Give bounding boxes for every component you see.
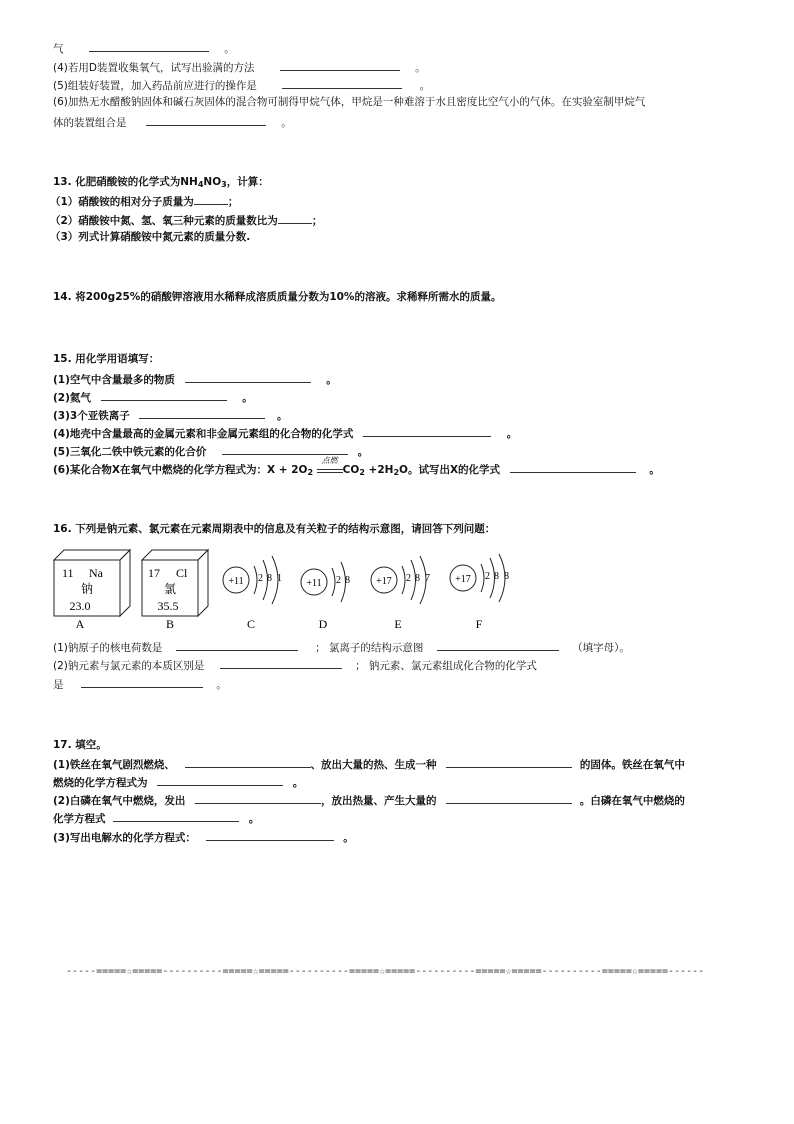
- q13-title-mid: NO: [203, 176, 222, 188]
- answer-blank[interactable]: [89, 40, 209, 52]
- answer-blank[interactable]: [437, 639, 559, 651]
- nucleus-charge: +17: [376, 576, 392, 587]
- q15-title: 15. 用化学用语填写：: [53, 353, 160, 365]
- answer-blank[interactable]: [363, 425, 491, 437]
- q12-l4-text: (6)加热无水醋酸钠固体和碱石灰固体的混合物可制得甲烷气体，甲烷是一种难溶于水且密度比空气小的气体。在实验室制甲烷气: [53, 96, 646, 108]
- atom-diagram-d: [301, 562, 350, 602]
- q17-p2-cont: [53, 810, 259, 826]
- punct: 。: [506, 428, 518, 440]
- q13-title-post: ，计算：: [226, 176, 269, 188]
- punct: 。: [248, 813, 260, 825]
- punct: 。: [277, 410, 288, 422]
- q16-p1-mid: ； 氯离子的结构示意图: [315, 642, 424, 654]
- diagram-label-e: E: [394, 617, 402, 631]
- answer-blank[interactable]: [146, 114, 266, 126]
- diagram-label-b: B: [165, 617, 175, 631]
- q16-p1-text: (1)钠原子的核电荷数是: [53, 642, 163, 654]
- answer-blank[interactable]: [139, 407, 265, 419]
- answer-blank[interactable]: [195, 792, 321, 804]
- element-name: 钠: [80, 582, 94, 596]
- q13-title: [53, 175, 269, 192]
- element-box-sodium: [54, 550, 130, 616]
- answer-blank[interactable]: [81, 676, 203, 688]
- answer-blank[interactable]: [185, 371, 311, 383]
- punct: ；: [227, 196, 239, 208]
- q17-p2-mid: ，放出热量、产生大量的: [321, 795, 437, 807]
- q13-title-text: 13. 化肥硝酸铵的化学式为NH: [53, 176, 198, 188]
- atomic-mass: 23.0: [69, 599, 91, 613]
- condition-label: 点燃: [321, 456, 338, 465]
- shell-electrons: 2: [336, 575, 341, 586]
- atomic-number: 11: [62, 566, 74, 580]
- q15-p4: [53, 425, 517, 441]
- q17-p1: [53, 756, 685, 772]
- q17-p1-end: 的固体。铁丝在氧气中: [579, 759, 685, 771]
- q13-p3: [50, 230, 250, 244]
- punct: 。: [216, 679, 227, 691]
- q17-p2-text: (2)白磷在氧气中燃烧，发出: [53, 795, 186, 807]
- q13-p1: [50, 193, 238, 209]
- shell-electrons: 8: [345, 575, 350, 586]
- shell-electrons: 8: [504, 571, 509, 582]
- q17-p3-text: (3)写出电解水的化学方程式：: [53, 832, 196, 844]
- q16-p2-cont-text: 是: [53, 679, 64, 691]
- q17-p1-cont-text: 燃烧的化学方程式为: [53, 777, 148, 789]
- q17-p1-cont: [53, 774, 303, 790]
- q12-line-3: [53, 77, 430, 93]
- footer-separator: -----=====☆=====----------=====☆=====----------=====☆=====----------=====☆=====----------=====☆=====------: [66, 966, 705, 977]
- punct: 。: [292, 777, 304, 789]
- product-co2: CO: [342, 464, 360, 476]
- q15-p2: [53, 389, 253, 405]
- answer-blank[interactable]: [220, 657, 342, 669]
- q13-p1-text: （1）硝酸铵的相对分子质量为: [50, 196, 194, 208]
- q12-line-2: [53, 59, 426, 75]
- shell-electrons: 8: [415, 573, 420, 584]
- atomic-number: 17: [148, 566, 160, 580]
- nucleus-charge: +11: [306, 578, 322, 589]
- element-symbol: Na: [89, 566, 103, 580]
- q13-p2: [50, 212, 322, 228]
- diagram-label-c: C: [246, 617, 256, 631]
- subscript: 3: [221, 180, 227, 189]
- q15-p2-text: (2)氦气: [53, 392, 91, 404]
- q17-p1-text: (1)铁丝在氧气剧烈燃烧、: [53, 759, 175, 771]
- q15-p3-text: (3)3个亚铁离子: [53, 410, 130, 422]
- shell-electrons: 2: [485, 571, 490, 582]
- punct: 。: [242, 392, 253, 404]
- answer-blank[interactable]: [185, 756, 311, 768]
- shell-electrons: 8: [267, 573, 272, 584]
- punct: 。: [419, 80, 431, 92]
- atom-diagram-c: [223, 556, 282, 604]
- q16-p2: [53, 657, 537, 673]
- q15-p1: [53, 371, 337, 387]
- q15-p3: [53, 407, 288, 423]
- element-name: 氯: [163, 582, 177, 596]
- q15-p1-text: (1)空气中含量最多的物质: [53, 374, 175, 386]
- q13-p2-text: （2）硝酸铵中氮、氢、氧三种元素的质量数比为: [50, 215, 278, 227]
- equals-sign: [317, 469, 343, 473]
- answer-blank[interactable]: [194, 193, 228, 205]
- q16-p2-cont: [53, 676, 227, 692]
- shell-electrons: 8: [494, 571, 499, 582]
- punct: 。: [343, 832, 354, 844]
- answer-blank[interactable]: [280, 59, 400, 71]
- q12-line-5: [53, 114, 292, 130]
- q15-p5-text: (5)三氧化二铁中铁元素的化合价: [53, 446, 207, 458]
- q12-line-1: [53, 40, 235, 56]
- atomic-mass: 35.5: [157, 599, 179, 613]
- q12-l3-text: (5)组装好装置，加入药品前应进行的操作是: [53, 80, 257, 92]
- answer-blank[interactable]: [282, 77, 402, 89]
- q17-p2-end: 。白磷在氧气中燃烧的: [579, 795, 685, 807]
- answer-blank[interactable]: [510, 461, 636, 473]
- subscript: 2: [359, 468, 365, 477]
- punct: 。: [326, 374, 337, 386]
- q12-line-4: [53, 95, 645, 109]
- q14-text: 14. 将200g25%的硝酸钾溶液用水稀释成溶质质量分数为10%的溶液。求稀释所需水的质量。: [53, 291, 502, 303]
- punct: 。: [224, 43, 235, 55]
- diagram-label-f: F: [475, 617, 483, 631]
- q15-p6-post: O。试写出X的化学式: [399, 464, 501, 476]
- q17-p2: [53, 792, 685, 808]
- subscript: 2: [393, 468, 400, 477]
- q17-title: 17. 填空。: [53, 739, 107, 751]
- punct: 。: [357, 446, 369, 458]
- q17-p3: [53, 829, 354, 845]
- atom-diagram-e: [371, 556, 430, 604]
- diagram-label-d: D: [318, 617, 328, 631]
- nucleus-charge: +17: [455, 574, 471, 585]
- punct: 。: [281, 117, 292, 129]
- q16-p1-end: （填字母）。: [572, 642, 630, 654]
- shell-electrons: 7: [425, 573, 430, 584]
- q12-l1-text: 气: [53, 43, 64, 55]
- q16-p2-mid: ； 钠元素、氯元素组成化合物的化学式: [355, 660, 537, 672]
- punct: ；: [311, 215, 323, 227]
- answer-blank[interactable]: [113, 810, 239, 822]
- atom-diagram-f: [450, 554, 509, 602]
- shell-electrons: 2: [258, 573, 263, 584]
- subscript: 4: [197, 180, 204, 189]
- q16-p1: [53, 639, 630, 655]
- answer-blank[interactable]: [101, 389, 227, 401]
- reaction-condition: [317, 456, 343, 473]
- q17-p1-mid: 、放出大量的热、生成一种: [310, 759, 437, 771]
- shell-electrons: 1: [277, 573, 282, 584]
- punct: 。: [649, 464, 660, 476]
- q17-p2-cont-text: 化学方程式: [53, 813, 106, 825]
- answer-blank[interactable]: [176, 639, 298, 651]
- q15-p4-text: (4)地壳中含量最高的金属元素和非金属元素组的化合物的化学式: [53, 428, 354, 440]
- answer-blank[interactable]: [206, 829, 334, 841]
- diagram-label-a: A: [75, 617, 85, 631]
- shell-electrons: 2: [406, 573, 411, 584]
- product-water: +2H: [364, 464, 394, 476]
- q15-p6-text: (6)某化合物X在氧气中燃烧的化学方程式为：X + 2O: [53, 464, 308, 476]
- element-diagram: [0, 544, 794, 634]
- q16-p2-text: (2)钠元素与氯元素的本质区别是: [53, 660, 205, 672]
- subscript: 2: [307, 468, 314, 477]
- punct: 。: [415, 62, 426, 74]
- q13-p3-text: （3）列式计算硝酸铵中氮元素的质量分数.: [50, 231, 251, 243]
- q16-title: 16. 下列是钠元素、氯元素在元素周期表中的信息及有关粒子的结构示意图，请回答下列问题：: [53, 523, 496, 535]
- q12-l2-text: (4)若用D装置收集氧气，试写出验满的方法: [53, 62, 255, 74]
- answer-blank[interactable]: [157, 774, 283, 786]
- answer-blank[interactable]: [446, 756, 572, 768]
- element-box-chlorine: [142, 550, 208, 616]
- element-symbol: Cl: [176, 566, 188, 580]
- answer-blank[interactable]: [446, 792, 572, 804]
- q15-p6: [53, 456, 660, 480]
- answer-blank[interactable]: [278, 212, 312, 224]
- nucleus-charge: +11: [228, 576, 244, 587]
- q12-l5-text: 体的装置组合是: [53, 117, 127, 129]
